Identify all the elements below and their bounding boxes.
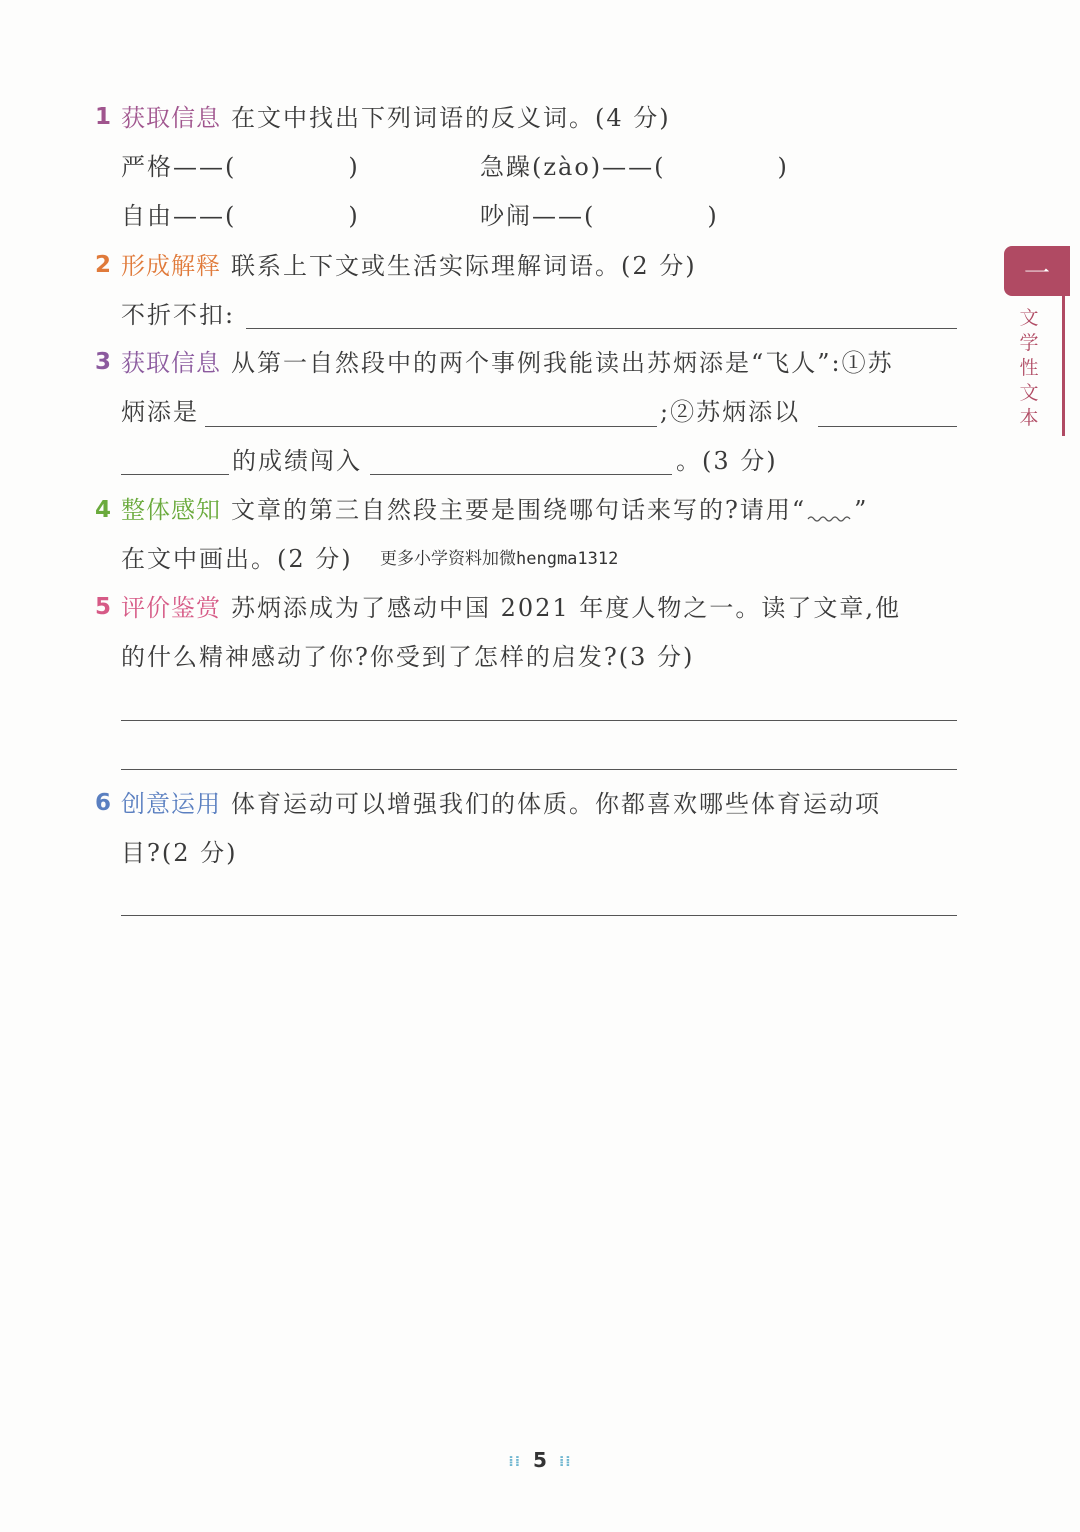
q3-number: 3 xyxy=(95,349,112,375)
chapter-label-char: 文 xyxy=(1019,307,1039,329)
q5-answer-line-2[interactable] xyxy=(121,769,957,770)
chapter-label-char: 本 xyxy=(1019,407,1039,429)
q1-item-1[interactable] xyxy=(121,152,360,182)
q4-category: 整体感知 xyxy=(121,496,221,524)
q6-number: 6 xyxy=(95,790,112,816)
q6-line-2: 目?(2 分) xyxy=(121,839,238,867)
chapter-label xyxy=(1016,306,1042,431)
q3-blank-2a[interactable] xyxy=(818,426,957,427)
q1-category: 获取信息 xyxy=(121,104,221,132)
q4-line-2: 在文中画出。(2 分) xyxy=(121,545,353,573)
q3-line-3a: 的成绩闯入 xyxy=(232,447,362,475)
q3-line-3b: 。(3 分) xyxy=(676,447,778,475)
q4-text: 文章的第三自然段主要是围绕哪句话来写的?请用“ xyxy=(231,496,807,524)
q2-text: 联系上下文或生活实际理解词语。(2 分) xyxy=(231,252,697,280)
q6-prompt xyxy=(121,789,881,819)
q3-blank-3[interactable] xyxy=(370,474,672,475)
q5-text: 苏炳添成为了感动中国 2021 年度人物之一。读了文章,他 xyxy=(231,594,901,622)
q1-number: 1 xyxy=(95,104,112,130)
q1-close-2: ) xyxy=(777,153,789,181)
q1-close-1: ) xyxy=(348,153,360,181)
chapter-label-char: 性 xyxy=(1019,357,1039,379)
q2-term: 不折不扣: xyxy=(121,301,236,329)
right-dots-icon: ⁞⁞ xyxy=(558,1453,572,1470)
q1-item-4[interactable] xyxy=(480,201,719,231)
chapter-tab-rule xyxy=(1062,296,1065,436)
q6-answer-line[interactable] xyxy=(121,915,957,916)
q5-line-2: 的什么精神感动了你?你受到了怎样的启发?(3 分) xyxy=(121,643,695,671)
q1-word-1: 严格——( xyxy=(121,153,237,181)
left-dots-icon: ⁞⁞ xyxy=(508,1453,522,1470)
q1-text: 在文中找出下列词语的反义词。(4 分) xyxy=(231,104,671,132)
q1-word-4: 吵闹——( xyxy=(480,202,596,230)
q4-close-quote: ” xyxy=(854,496,869,524)
page-number: 5 xyxy=(533,1448,547,1472)
watermark-text: 更多小学资料加微hengma1312 xyxy=(380,549,619,569)
q6-text: 体育运动可以增强我们的体质。你都喜欢哪些体育运动项 xyxy=(231,790,881,818)
q6-category: 创意运用 xyxy=(121,790,221,818)
chapter-label-char: 文 xyxy=(1019,382,1039,404)
q3-line-2a: 炳添是 xyxy=(121,398,199,426)
q3-text: 从第一自然段中的两个事例我能读出苏炳添是“飞人”:①苏 xyxy=(231,349,894,377)
q4-prompt xyxy=(121,495,868,525)
q5-prompt xyxy=(121,593,901,623)
q1-word-2: 急躁(zào)——( xyxy=(480,153,666,181)
q1-prompt xyxy=(121,103,671,133)
chapter-label-char: 学 xyxy=(1019,332,1039,354)
q5-answer-line-1[interactable] xyxy=(121,720,957,721)
wavy-underline-icon xyxy=(806,501,854,525)
q2-number: 2 xyxy=(95,252,112,278)
q2-category: 形成解释 xyxy=(121,252,221,280)
q3-category: 获取信息 xyxy=(121,349,221,377)
q1-item-2[interactable] xyxy=(480,152,789,182)
q2-prompt xyxy=(121,251,697,281)
q3-blank-1[interactable] xyxy=(205,426,657,427)
q4-number: 4 xyxy=(95,497,112,523)
q1-close-4: ) xyxy=(707,202,719,230)
q3-line-2b: ;②苏炳添以 xyxy=(660,398,801,426)
q5-category: 评价鉴赏 xyxy=(121,594,221,622)
chapter-tab xyxy=(1004,246,1070,296)
q3-blank-2b[interactable] xyxy=(121,474,229,475)
q1-word-3: 自由——( xyxy=(121,202,237,230)
q1-close-3: ) xyxy=(348,202,360,230)
chapter-tab-label: 一 xyxy=(1023,258,1050,289)
page-footer xyxy=(0,1448,1080,1472)
q3-prompt xyxy=(121,348,894,378)
q5-number: 5 xyxy=(95,594,112,620)
q2-answer-line[interactable] xyxy=(246,328,957,329)
q1-item-3[interactable] xyxy=(121,201,360,231)
